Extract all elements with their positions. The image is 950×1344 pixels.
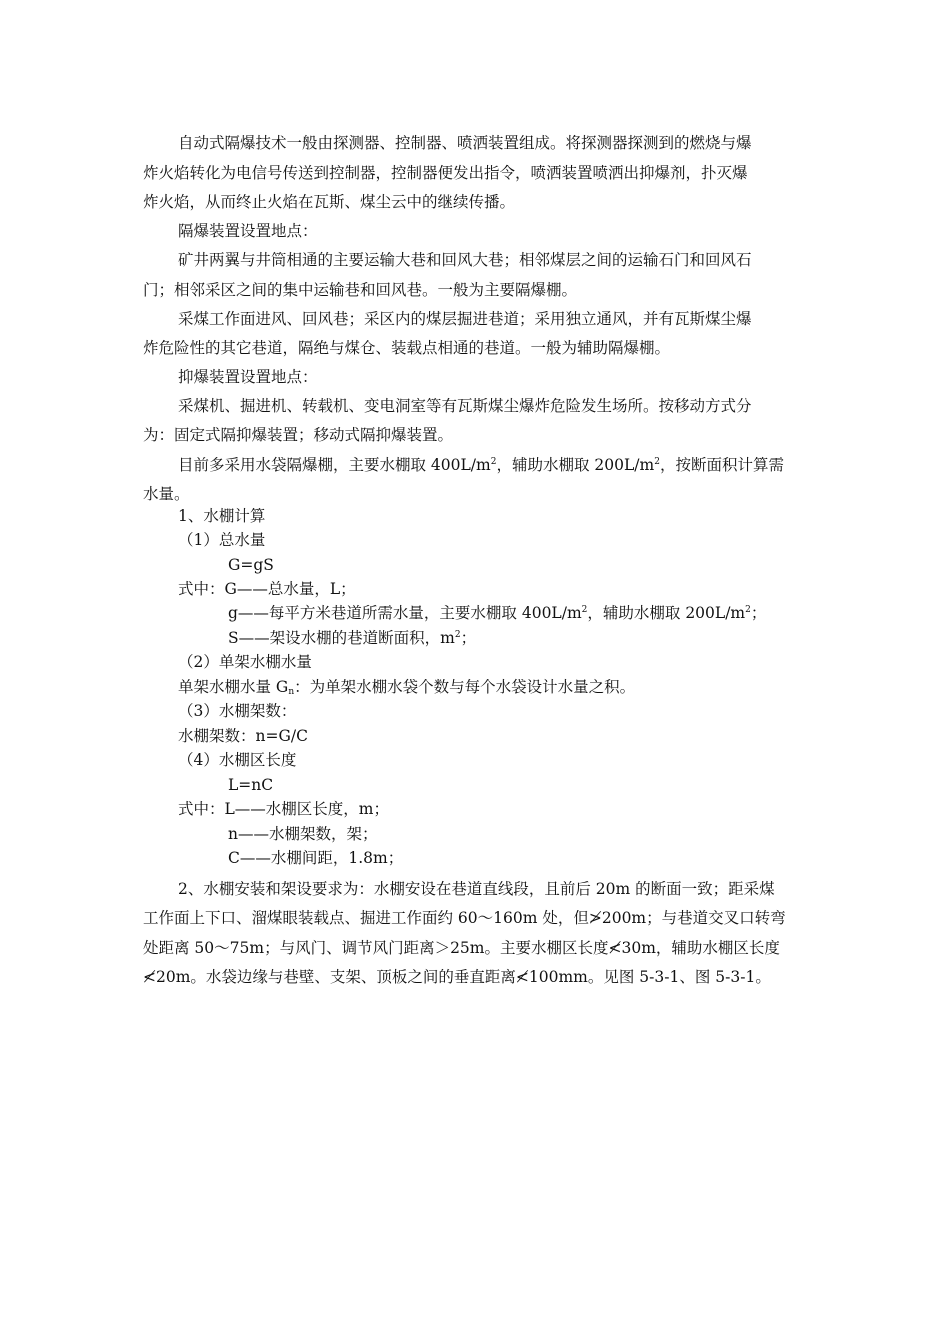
superscript: 2 — [454, 630, 461, 640]
paragraph-line: ≮20m。水袋边缘与巷壁、支架、顶板之间的垂直距离≮100mm。见图 5-3-1、图 5-3-1。 — [143, 968, 771, 986]
formula: 水棚架数：n=G/C — [178, 727, 308, 745]
paragraph-line: 2、水棚安装和架设要求为：水棚安设在巷道直线段，且前后 20m 的断面一致；距采煤 — [178, 880, 775, 898]
superscript: 2 — [581, 605, 588, 615]
section-heading: 抑爆装置设置地点： — [178, 368, 318, 386]
paragraph-line: 水量。 — [143, 485, 190, 503]
paragraph-line: 自动式隔爆技术一般由探测器、控制器、喷洒装置组成。将探测器探测到的燃烧与爆 — [178, 134, 752, 152]
subheading: （3）水棚架数： — [178, 702, 297, 720]
paragraph-line: 采煤机、掘进机、转载机、变电洞室等有瓦斯煤尘爆炸危险发生场所。按移动方式分 — [178, 397, 752, 415]
paragraph-line: 门；相邻采区之间的集中运输巷和回风巷。一般为主要隔爆棚。 — [143, 281, 578, 299]
definition-line — [228, 603, 908, 623]
definition-line: C——水棚间距，1.8m； — [228, 849, 404, 867]
paragraph-line: 采煤工作面进风、回风巷；采区内的煤层掘进巷道；采用独立通风，并有瓦斯煤尘爆 — [178, 310, 752, 328]
text-run: 目前多采用水袋隔爆棚，主要水棚取 400L/m — [178, 456, 491, 474]
subscript: n — [288, 687, 295, 697]
paragraph-line: 为：固定式隔抑爆装置；移动式隔抑爆装置。 — [143, 426, 454, 444]
definition-line — [228, 628, 908, 648]
text-run: ，辅助水棚取 200L/m — [496, 456, 655, 474]
paragraph-line: 炸危险性的其它巷道，隔绝与煤仓、装载点相通的巷道。一般为辅助隔爆棚。 — [143, 339, 671, 357]
subheading: （2）单架水棚水量 — [178, 653, 312, 671]
paragraph-line: 工作面上下口、溜煤眼装载点、掘进工作面约 60～160m 处，但≯200m；与巷道交叉口转弯 — [143, 909, 786, 927]
text-run: ，按断面积计算需 — [659, 456, 784, 474]
paragraph-line — [178, 677, 858, 697]
section-heading: 1、水棚计算 — [178, 507, 266, 525]
subheading: （1）总水量 — [178, 531, 266, 549]
superscript: 2 — [654, 457, 660, 467]
paragraph-line: 炸火焰，从而终止火焰在瓦斯、煤尘云中的继续传播。 — [143, 193, 516, 211]
definition-line: 式中：G——总水量，L； — [178, 580, 356, 598]
formula: G=gS — [228, 556, 274, 574]
text-run: ：为单架水棚水袋个数与每个水袋设计水量之积。 — [294, 678, 636, 696]
definition-line: n——水棚架数，架； — [228, 825, 378, 843]
paragraph-line — [178, 455, 858, 475]
superscript: 2 — [490, 457, 497, 467]
text-run: ； — [750, 604, 767, 622]
text-run: S——架设水棚的巷道断面积，m — [228, 629, 455, 647]
subheading: （4）水棚区长度 — [178, 751, 297, 769]
text-run: ； — [460, 629, 477, 647]
definition-line: 式中：L——水棚区长度，m； — [178, 800, 389, 818]
text-run: g——每平方米巷道所需水量，主要水棚取 400L/m — [228, 604, 582, 622]
text-run: ，辅助水棚取 200L/m — [587, 604, 746, 622]
text-run: 单架水棚水量 G — [178, 678, 289, 696]
formula: L=nC — [228, 776, 274, 794]
paragraph-line: 矿井两翼与井筒相通的主要运输大巷和回风大巷；相邻煤层之间的运输石门和回风石 — [178, 251, 752, 269]
paragraph-line: 炸火焰转化为电信号传送到控制器，控制器便发出指令，喷洒装置喷洒出抑爆剂，扑灭爆 — [143, 164, 748, 182]
superscript: 2 — [745, 605, 751, 615]
paragraph-line: 处距离 50～75m；与风门、调节风门距离＞25m。主要水棚区长度≮30m，辅助水棚区长度 — [143, 939, 780, 957]
section-heading: 隔爆装置设置地点： — [178, 222, 318, 240]
